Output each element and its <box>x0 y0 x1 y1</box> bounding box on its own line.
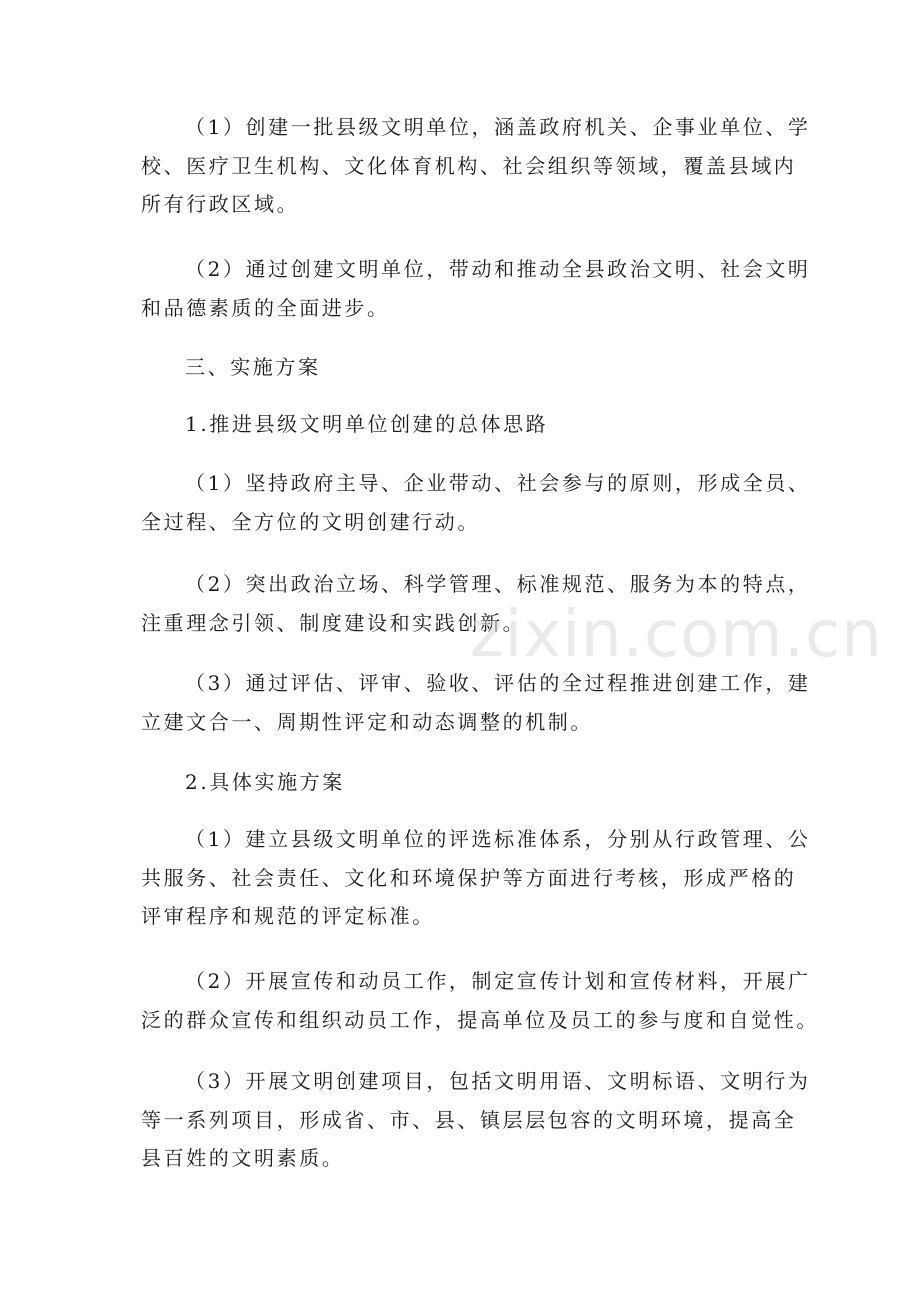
paragraph-line: （2）开展宣传和动员工作，制定宣传计划和宣传材料，开展广 <box>185 969 811 993</box>
paragraph-line: 县百姓的文明素质。 <box>141 1146 345 1170</box>
subheading-2 <box>141 763 801 802</box>
section-heading-3 <box>141 348 801 387</box>
paragraph-line: 评审程序和规范的评定标准。 <box>141 904 435 928</box>
paragraph-line: （1）坚持政府主导、企业带动、社会参与的原则，形成全员、 <box>185 471 811 495</box>
paragraph-line: （1）创建一批县级文明单位，涵盖政府机关、企事业单位、学 <box>185 115 811 139</box>
section-heading-text: 三、实施方案 <box>185 355 321 379</box>
paragraph-line: 注重理念引领、制度建设和实践创新。 <box>141 610 526 635</box>
paragraph-line: （2）突出政治立场、科学管理、标准规范、服务为本的特点， <box>185 572 811 596</box>
paragraph-line: 校、医疗卫生机构、文化体育机构、社会组织等领域，覆盖县域内 <box>141 153 797 178</box>
paragraph-line: （3）开展文明创建项目，包括文明用语、文明标语、文明行为 <box>185 1069 811 1093</box>
paragraph-approach-1 <box>141 464 811 541</box>
paragraph-goal-2 <box>141 250 811 327</box>
subheading-text: 1.推进县级文明单位创建的总体思路 <box>185 412 549 436</box>
paragraph-line: 全过程、全方位的文明创建行动。 <box>141 509 480 534</box>
paragraph-plan-1 <box>141 820 811 936</box>
paragraph-line: 共服务、社会责任、文化和环境保护等方面进行考核，形成严格的 <box>141 865 797 890</box>
paragraph-plan-3 <box>141 1062 811 1178</box>
paragraph-line: （2）通过创建文明单位，带动和推动全县政治文明、社会文明 <box>185 257 811 281</box>
subheading-text: 2.具体实施方案 <box>185 770 345 794</box>
paragraph-line: 所有行政区域。 <box>141 192 300 216</box>
paragraph-line: 等一系列项目，形成省、市、县、镇层层包容的文明环境，提高全 <box>141 1107 797 1132</box>
paragraph-goal-1 <box>141 108 811 224</box>
paragraph-line: 立建文合一、周期性评定和动态调整的机制。 <box>141 709 593 734</box>
watermark: zixin.com.cn <box>470 598 883 672</box>
paragraph-plan-2 <box>141 962 819 1039</box>
paragraph-line: （3）通过评估、评审、验收、评估的全过程推进创建工作，建 <box>185 671 811 695</box>
paragraph-line: 和品德素质的全面进步。 <box>141 295 390 320</box>
subheading-1 <box>141 405 801 444</box>
paragraph-line: 泛的群众宣传和组织动员工作，提高单位及员工的参与度和自觉性。 <box>141 1007 819 1032</box>
paragraph-line: （1）建立县级文明单位的评选标准体系，分别从行政管理、公 <box>185 827 811 851</box>
paragraph-approach-3 <box>141 664 811 741</box>
